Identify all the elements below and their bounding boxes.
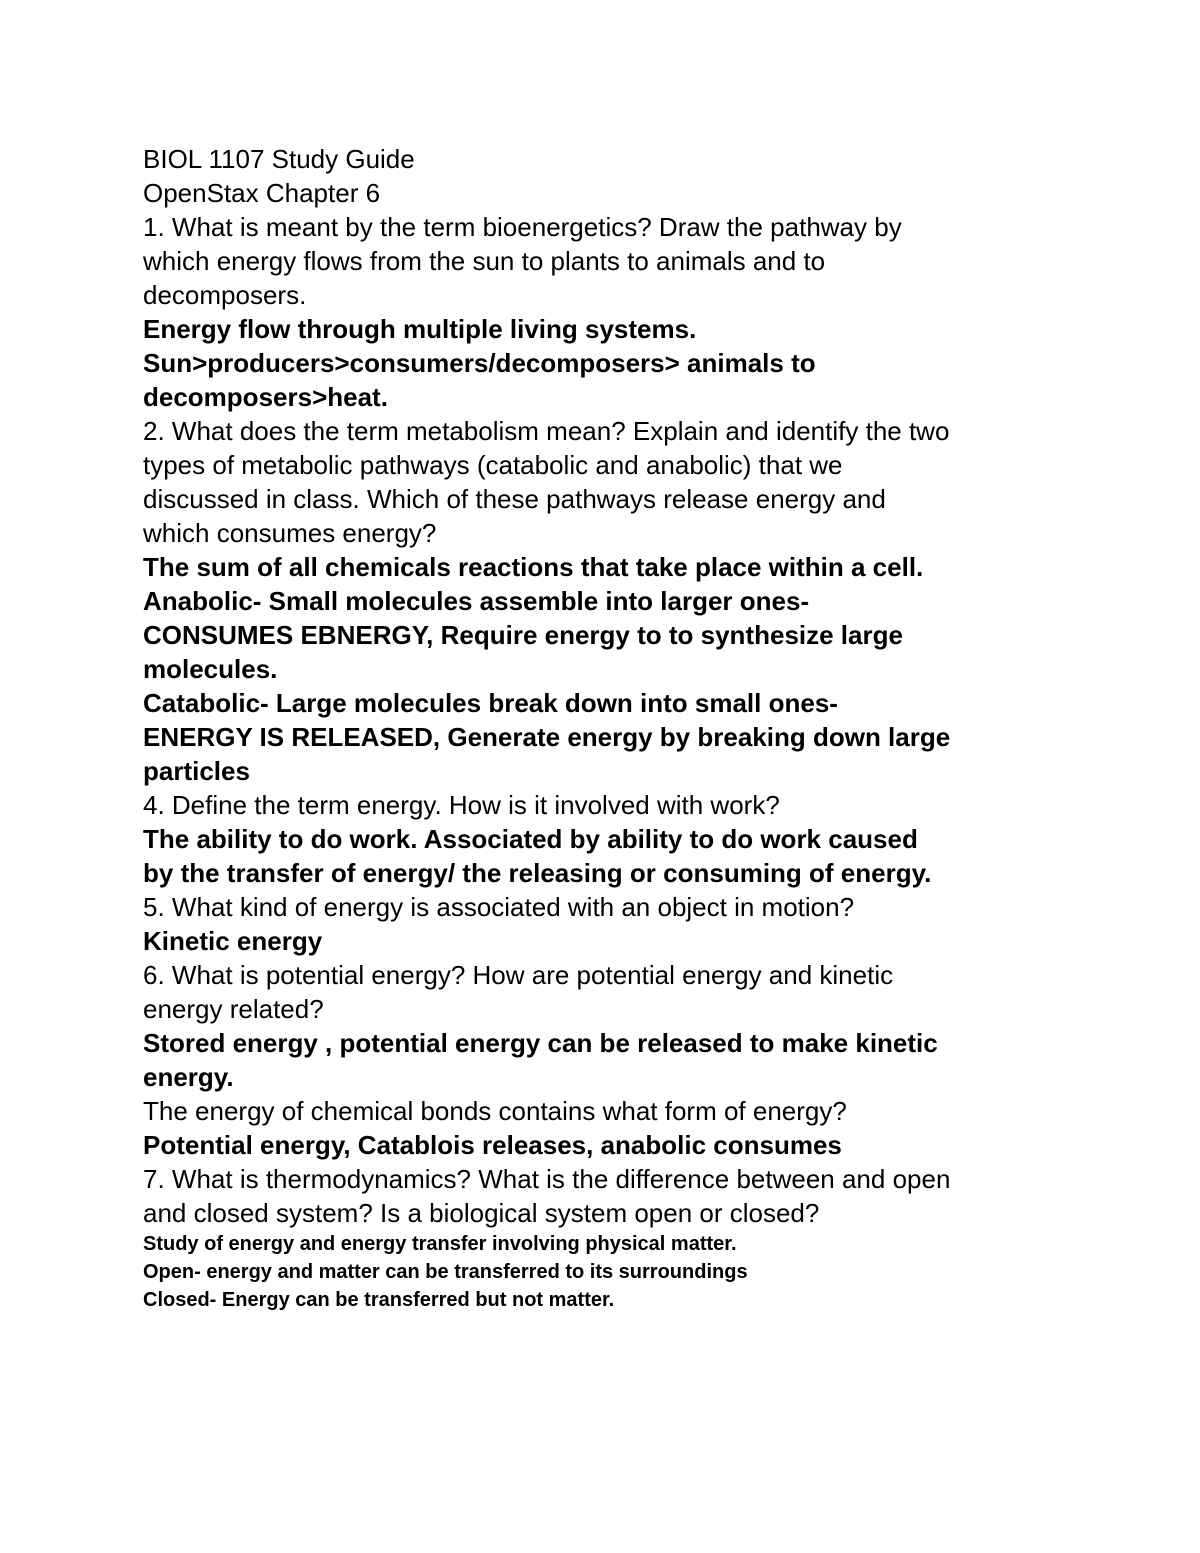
answer-text-line: by the transfer of energy/ the releasing or consuming of energy. (143, 858, 932, 888)
answer-text-line: Energy flow through multiple living systems. (143, 314, 697, 344)
question-text-line: 7. What is thermodynamics? What is the difference between and open (143, 1164, 951, 1194)
answer-text-line: The sum of all chemicals reactions that take place within a cell. (143, 552, 924, 582)
answer-small-text-line: Open- energy and matter can be transferred to its surroundings (143, 1261, 748, 1283)
answer-text-line: Potential energy, Catablois releases, anabolic consumes (143, 1130, 842, 1160)
answer-text-line: Stored energy , potential energy can be released to make kinetic (143, 1028, 938, 1058)
answer-text-line: The ability to do work. Associated by ability to do work caused (143, 824, 918, 854)
question-text-line: 6. What is potential energy? How are potential energy and kinetic (143, 960, 894, 990)
document-title: BIOL 1107 Study Guide (143, 144, 415, 174)
document-body (143, 142, 1083, 1314)
question-text-line: discussed in class. Which of these pathways release energy and (143, 484, 886, 514)
answer-text-line: energy. (143, 1062, 234, 1092)
question-text-line: 2. What does the term metabolism mean? Explain and identify the two (143, 416, 950, 446)
answer-text-line: Kinetic energy (143, 926, 323, 956)
question-text-line: types of metabolic pathways (catabolic and anabolic) that we (143, 450, 843, 480)
answer-text-line: Sun>producers>consumers/decomposers> animals to (143, 348, 816, 378)
answer-text-line: Catabolic- Large molecules break down into small ones- (143, 688, 838, 718)
answer-text-line: molecules. (143, 654, 278, 684)
answer-text-line: ENERGY IS RELEASED, Generate energy by breaking down large (143, 722, 951, 752)
document-subtitle: OpenStax Chapter 6 (143, 178, 381, 208)
question-text-line: and closed system? Is a biological system open or closed? (143, 1198, 820, 1228)
answer-small-text-line: Closed- Energy can be transferred but not matter. (143, 1289, 615, 1311)
answer-text-line: CONSUMES EBNERGY, Require energy to to synthesize large (143, 620, 903, 650)
answer-small-text-line: Study of energy and energy transfer involving physical matter. (143, 1233, 737, 1255)
question-text-line: 5. What kind of energy is associated with an object in motion? (143, 892, 855, 922)
question-text-line: which energy flows from the sun to plants to animals and to (143, 246, 826, 276)
question-text-line: 4. Define the term energy. How is it involved with work? (143, 790, 780, 820)
answer-text-line: particles (143, 756, 250, 786)
answer-text-line: Anabolic- Small molecules assemble into larger ones- (143, 586, 810, 616)
question-text-line: 1. What is meant by the term bioenergetics? Draw the pathway by (143, 212, 902, 242)
question-text-line: which consumes energy? (143, 518, 437, 548)
answer-text-line: decomposers>heat. (143, 382, 388, 412)
question-text-line: energy related? (143, 994, 324, 1024)
question-text-line: The energy of chemical bonds contains what form of energy? (143, 1096, 847, 1126)
question-text-line: decomposers. (143, 280, 307, 310)
